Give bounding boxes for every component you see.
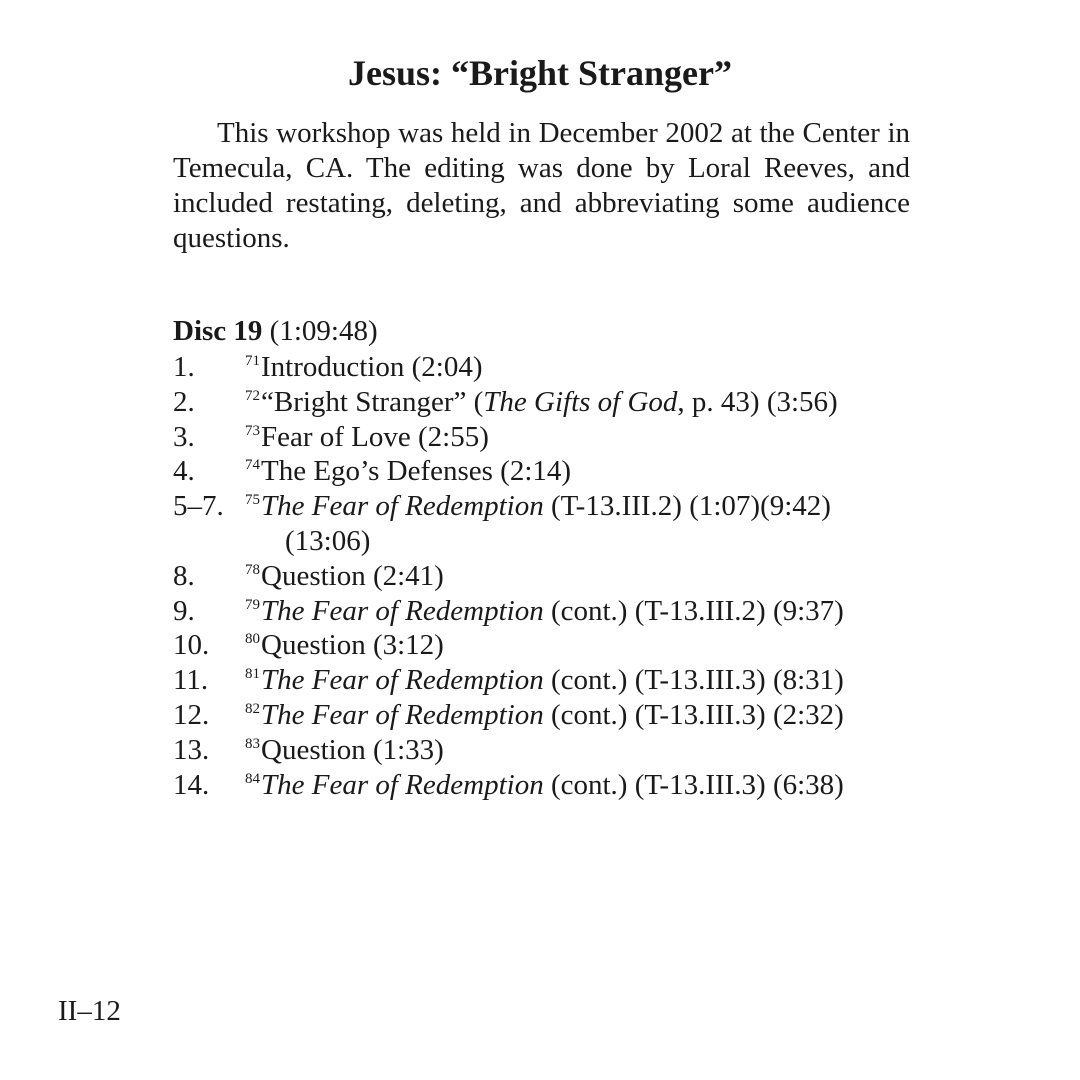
track-text xyxy=(245,350,965,385)
track-row xyxy=(173,385,973,420)
track-row xyxy=(173,733,973,768)
track-number: 13. xyxy=(173,733,210,766)
footnote-ref: 75 xyxy=(245,492,260,509)
track-row xyxy=(173,663,973,698)
intro-paragraph: This workshop was held in December 2002 at the Center in Temecula, CA. The editing was done by Loral Reeves, and included restating, deleting, and abbreviating some audience questions. xyxy=(173,117,910,254)
track-number: 12. xyxy=(173,698,210,731)
page-title: Jesus: “Bright Stranger” xyxy=(348,53,732,93)
track-row xyxy=(173,628,973,663)
track-row xyxy=(173,350,973,385)
track-number: 4. xyxy=(173,455,195,488)
track-title: The Ego’s Defenses (2:14) xyxy=(261,455,572,488)
footnote-ref: 79 xyxy=(245,596,260,613)
track-text xyxy=(245,385,965,420)
track-title: Fear of Love (2:55) xyxy=(261,420,489,453)
track-row xyxy=(173,594,973,629)
track-text xyxy=(245,594,965,629)
track-title-italic: The Fear of Redemption xyxy=(261,594,544,627)
track-row xyxy=(173,559,973,594)
track-text xyxy=(245,698,965,733)
disc-heading xyxy=(173,314,378,349)
track-row xyxy=(173,768,973,803)
disc-duration: (1:09:48) xyxy=(269,315,378,347)
track-title-italic: The Fear of Redemption xyxy=(261,768,544,801)
footnote-ref: 71 xyxy=(245,353,260,369)
track-number: 10. xyxy=(173,629,210,662)
track-title: Question (3:12) xyxy=(261,629,444,662)
track-row xyxy=(173,698,973,733)
track-title-italic: The Gifts of God xyxy=(483,385,678,418)
track-text xyxy=(245,733,965,768)
track-detail: (cont.) (T-13.III.3) (6:38) xyxy=(543,768,844,801)
disc-label: Disc 19 xyxy=(173,315,263,347)
track-title-italic: The Fear of Redemption xyxy=(261,490,544,523)
footnote-ref: 74 xyxy=(245,457,260,474)
track-row xyxy=(173,454,973,489)
track-detail-continued: (13:06) xyxy=(285,524,371,557)
track-title: “Bright Stranger” ( xyxy=(261,385,484,418)
track-title: Question (2:41) xyxy=(261,559,444,592)
track-number: 8. xyxy=(173,559,195,592)
footnote-ref: 84 xyxy=(245,770,260,787)
footnote-ref: 83 xyxy=(245,735,260,752)
track-text xyxy=(245,489,965,559)
footnote-ref: 80 xyxy=(245,631,260,648)
track-detail: (cont.) (T-13.III.2) (9:37) xyxy=(543,594,844,627)
track-detail: (cont.) (T-13.III.3) (2:32) xyxy=(543,698,844,731)
track-number: 5–7. xyxy=(173,490,224,523)
track-number: 3. xyxy=(173,420,195,453)
track-number: 2. xyxy=(173,385,195,418)
track-detail: (T-13.III.2) (1:07)(9:42) xyxy=(543,490,831,523)
track-text xyxy=(245,628,965,663)
track-detail: (cont.) (T-13.III.3) (8:31) xyxy=(543,664,844,697)
track-number: 1. xyxy=(173,351,195,383)
footnote-ref: 81 xyxy=(245,666,260,683)
track-text xyxy=(245,454,965,489)
track-title-italic: The Fear of Redemption xyxy=(261,698,544,731)
track-text xyxy=(245,420,965,455)
track-text xyxy=(245,768,965,803)
track-list xyxy=(173,350,973,802)
footnote-ref: 72 xyxy=(245,387,260,404)
track-number: 9. xyxy=(173,594,195,627)
track-number: 14. xyxy=(173,768,210,801)
footnote-ref: 78 xyxy=(245,561,260,578)
footnote-ref: 73 xyxy=(245,422,260,439)
track-number: 11. xyxy=(173,664,209,697)
track-title: Question (1:33) xyxy=(261,733,444,766)
track-detail: , p. 43) (3:56) xyxy=(677,385,838,418)
track-text xyxy=(245,559,965,594)
track-row xyxy=(173,489,973,559)
track-row xyxy=(173,420,973,455)
footnote-ref: 82 xyxy=(245,700,260,717)
track-title-italic: The Fear of Redemption xyxy=(261,664,544,697)
track-title: Introduction (2:04) xyxy=(261,351,483,383)
page-number: II–12 xyxy=(58,995,121,1027)
track-text xyxy=(245,663,965,698)
